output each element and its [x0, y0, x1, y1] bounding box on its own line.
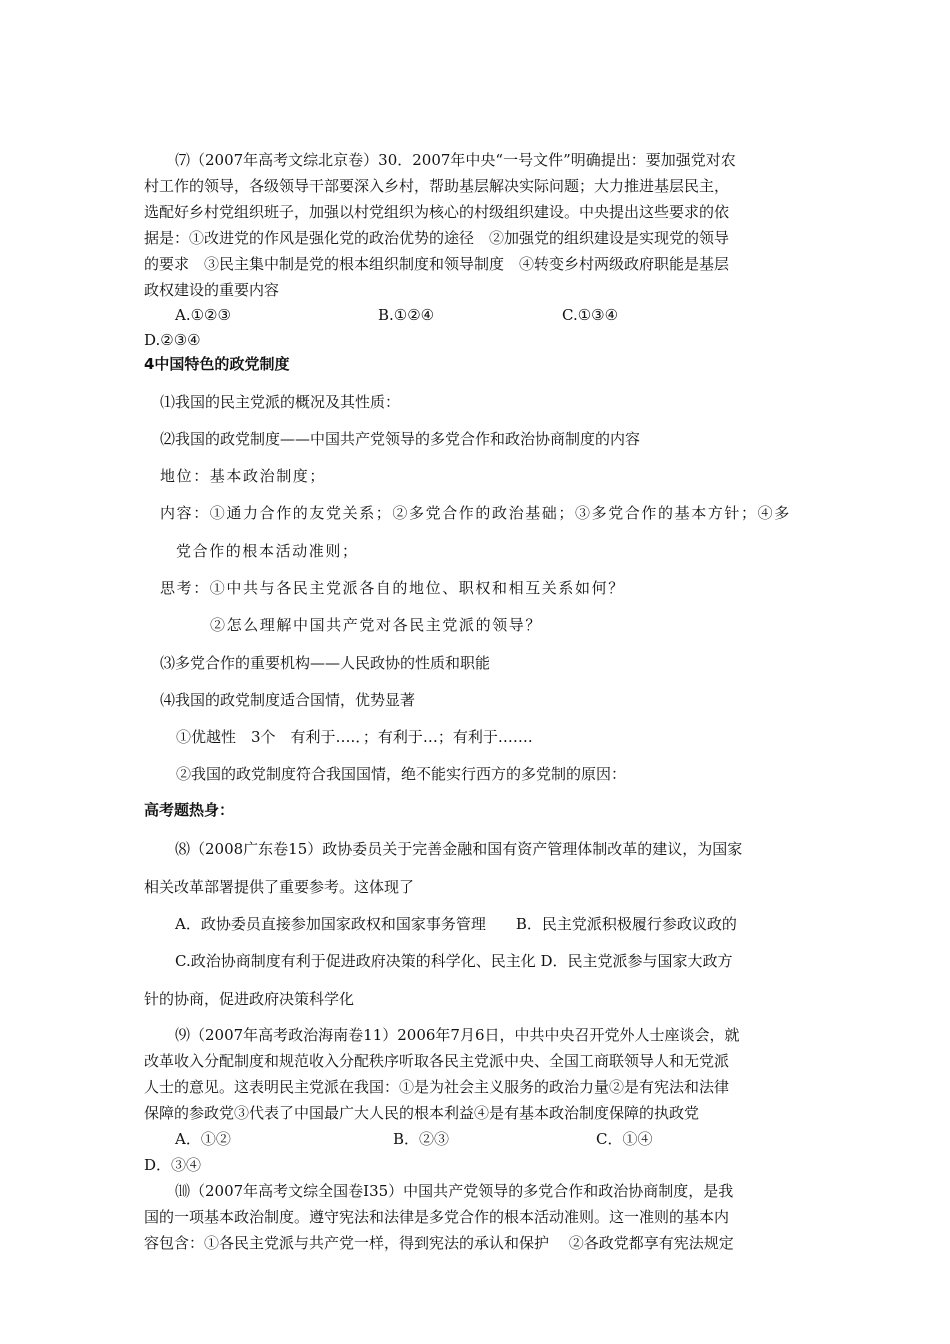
q7-option-d: D.②③④: [144, 331, 201, 349]
q7-option-a: A.①②③: [175, 306, 231, 324]
point-1: ⑴我国的民主党派的概况及其性质：: [160, 393, 401, 411]
q9-option-d: D．③④: [144, 1156, 202, 1174]
q9-option-a: A．①②: [175, 1130, 231, 1148]
point-3: ⑶多党合作的重要机构——人民政协的性质和职能: [160, 654, 491, 672]
q7-line-6: 政权建设的重要内容: [144, 281, 280, 299]
q8-option-d-cont: 针的协商，促进政府决策科学化: [144, 990, 355, 1008]
think-line-2: ②怎么理解中国共产党对各民主党派的领导？: [210, 616, 543, 634]
q7-line-1: ⑺（2007年高考文综北京卷）30．2007年中央“一号文件”明确提出：要加强党对农: [175, 151, 736, 169]
q7-line-3: 选配好乡村党组织班子，加强以村党组织为核心的村级组织建设。中央提出这些要求的依: [144, 203, 730, 221]
q10-line-1: ⑽（2007年高考文综全国卷Ⅰ35）中国共产党领导的多党合作和政治协商制度，是我: [175, 1182, 734, 1200]
point-4: ⑷我国的政党制度适合国情，优势显著: [160, 691, 416, 709]
point-2: ⑵我国的政党制度——中国共产党领导的多党合作和政治协商制度的内容: [160, 430, 641, 448]
q9-line-3: 人士的意见。这表明民主党派在我国：①是为社会主义服务的政治力量②是有宪法和法律: [144, 1078, 730, 1096]
q10-line-3: 容包含：①各民主党派与共产党一样，得到宪法的承认和保护 ②各政党都享有宪法规定: [144, 1234, 734, 1252]
practice-heading: 高考题热身：: [144, 801, 235, 819]
q7-line-4: 据是：①改进党的作风是强化党的政治优势的途径 ②加强党的组织建设是实现党的领导: [144, 229, 730, 247]
q9-option-b: B．②③: [393, 1130, 450, 1148]
q9-line-4: 保障的参政党③代表了中国最广大人民的根本利益④是有基本政治制度保障的执政党: [144, 1104, 700, 1122]
content-line-1: 内容：①通力合作的友党关系；②多党合作的政治基础；③多党合作的基本方针；④多: [160, 504, 791, 522]
advantage-line: ①优越性 3个 有利于….．；有利于…；有利于…….: [176, 728, 533, 746]
q7-line-5: 的要求 ③民主集中制是党的根本组织制度和领导制度 ④转变乡村两级政府职能是基层: [144, 255, 730, 273]
q8-options-cd: C.政治协商制度有利于促进政府决策的科学化、民主化 D．民主党派参与国家大政方: [175, 952, 733, 970]
q9-option-c: C．①④: [596, 1130, 653, 1148]
q8-line-2: 相关改革部署提供了重要参考。这体现了: [144, 878, 415, 896]
reason-line: ②我国的政党制度符合我国国情，绝不能实行西方的多党制的原因：: [176, 765, 627, 783]
q7-line-2: 村工作的领导，各级领导干部要深入乡村，帮助基层解决实际问题；大力推进基层民主，: [144, 177, 730, 195]
q7-option-c: C.①③④: [562, 306, 619, 324]
q8-line-1: ⑻（2008广东卷15）政协委员关于完善金融和国有资产管理体制改革的建议，为国家: [175, 840, 743, 858]
q10-line-2: 国的一项基本政治制度。遵守宪法和法律是多党合作的根本活动准则。这一准则的基本内: [144, 1208, 730, 1226]
q9-line-2: 改革收入分配制度和规范收入分配秩序听取各民主党派中央、全国工商联领导人和无党派: [144, 1052, 730, 1070]
q9-line-1: ⑼（2007年高考政治海南卷11）2006年7月6日，中共中央召开党外人士座谈会，就: [175, 1026, 740, 1044]
status-line: 地位：基本政治制度；: [160, 467, 327, 485]
q7-option-b: B.①②④: [378, 306, 435, 324]
think-line-1: 思考：①中共与各民主党派各自的地位、职权和相互关系如何？: [160, 579, 625, 597]
section-heading: 4中国特色的政党制度: [144, 355, 290, 373]
content-line-2: 党合作的根本活动准则；: [176, 542, 359, 560]
q8-options-ab: A．政协委员直接参加国家政权和国家事务管理 B．民主党派积极履行参政议政的: [175, 915, 737, 933]
